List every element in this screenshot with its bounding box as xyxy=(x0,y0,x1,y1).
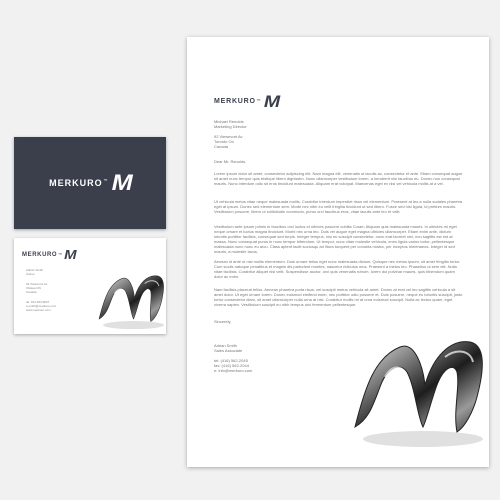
m-logo-icon: M xyxy=(111,170,133,195)
chrome-m-emblem-icon xyxy=(94,268,170,332)
card-name: Adrian Smith xyxy=(26,268,44,272)
m-logo-icon: M xyxy=(63,247,77,262)
wordmark: MERKURO™ xyxy=(49,178,109,188)
recipient-line: Marketing Director xyxy=(214,124,247,129)
card-title: Owner xyxy=(26,272,35,276)
letter-paragraph: Nam facilisis placerat tellus. Aenean pharetra porta risus, vel suscipit metus vehicula sit amet. Donec at erat vel leo sagittis vehicula a sit amet dolor. Ut eget ornare lorem. Donec euismod eleifend enim, nec porttitor odio posuere et. Duis posuere, neque eu lobortis suscipit, justo tortor consectetur diam, sit amet ullamcorper nulla urna at nisi. Curabitur mollis mi at urna euismod suscipit. Nulla ac lectus quam, eget viverra sapien. Vestibulum suscipit eu nibh tempus orci fermentum pellentesque. xyxy=(214,287,463,307)
wordmark: MERKURO™ xyxy=(214,98,262,105)
signature-line: fax: (416) 562-2044 xyxy=(214,363,249,368)
recipient-line: Canada xyxy=(214,144,229,149)
signature-line: tel: (416) 562-2045 xyxy=(214,358,248,363)
signature-line: Adrian Smith xyxy=(214,343,237,348)
m-logo-icon: M xyxy=(263,92,280,111)
recipient-block xyxy=(214,119,464,149)
closing: Sincerely, xyxy=(214,319,232,324)
signature-line: Sales Associate xyxy=(214,348,243,353)
letter-paragraph: Ut vehicula metus vitae neque malesuada mollis. Curabitur interdum imperdiet risus vel elementum. Praesent at leo a nulla sodales pharetra eget at ipsum. Donec sed elementum sem. Morbi nec nibh eu velit fringilla tincidunt ut sed libero. Fusce sed nisi ligula, id pretium mauris. Vestibulum posuere, libero ut sollicitudin commodo, purus orci faucibus eros, vitae iaculis ante leo et velit. xyxy=(214,199,463,214)
card-address-line: Ottawa ON xyxy=(26,286,41,290)
signature-line: e: info@merkuro.com xyxy=(214,368,253,373)
wordmark: MERKURO™ xyxy=(22,251,63,258)
card-contact-info xyxy=(26,268,56,312)
recipient-line: Michael Renolds xyxy=(214,119,244,124)
card-address-line: 92 Viewmont Av xyxy=(26,282,48,286)
letter-paragraph: Lorem ipsum dolor sit amet, consectetur adipiscing elit. Nam magna elit, venenatis ut iaculis ac, consectetur et ante. Etiam consequat augue sit amet nunc tempor quis tristique libero dignissim. Nunc ullamcorper vestibulum lorem, a hendrerit nisi faucibus eu. Donec non consequat mauris. Nunc interdum odio sit eros tincidunt malesuada. Aliquam erat volutpat. Maecenas eget ex nisi vel vehicula mollis at a vel. xyxy=(214,171,463,186)
card-phone: tel: 013 484 9847 xyxy=(26,300,50,304)
letterhead-page xyxy=(187,37,489,467)
business-card-back xyxy=(14,238,166,334)
recipient-line: Toronto On xyxy=(214,139,234,144)
card-front-logo xyxy=(14,171,166,195)
salutation: Dear Mr. Renolds, xyxy=(214,159,247,164)
card-back-logo xyxy=(22,248,76,261)
letterhead-logo xyxy=(214,93,279,110)
business-card-front xyxy=(14,137,166,229)
recipient-line: 92 Viewmont Av xyxy=(214,134,243,139)
card-email: a.smith@merkuro.com xyxy=(26,304,57,308)
letter-paragraph: Aenean id ante ut nisl mollis elementum. Duis ornare tellus eget nunc malesuada dictum. Quisque nec metus ipsum, sit amet fringilla tortor. Cum sociis natoque penatibus et magnis dis parturient montes, nascetur ridiculus mus. Praesent a metus leo. Phasellus ut sem elit. Nulla vitae facilisis. Curabitur aliquet nisl velit. Suspendisse auctor, orci quis venenatis rutrum, lorem dui pulvinar mauris, quis bibendum quam dolor ac enim. xyxy=(214,259,461,279)
card-website: www.merkuro.com xyxy=(26,308,51,312)
card-address-line: Canada xyxy=(26,290,37,294)
chrome-m-emblem-icon xyxy=(345,327,489,452)
letter-paragraph: Vestibulum ante ipsum primis in faucibus orci luctus et ultrices posuere cubilia Curae; Aliquam quis malesuada mauris. In ultricies mi eget neque ornare et luctus magna tincidunt. Morbi nec urna leo. Duis vel augue eget magna ultricies ullamcorper. Etiam enim ante, dictum lobortis porttitor facilisis, consequat sed turpis. Integer tempus, nisi eu suscipit consectetur, nunc erat laoreet nisl, non sagittis est est at massa. Nunc consequat purus in nunc tempor bibendum. Ut tempor, nunc vitae molestie vehicula, enim ligula varius tortor, pellentesque malesuada nunc nunc eu arcu. Class aptent taciti sociosqu ad litora torquent per conubia nostra, per inceptos himenaeos. Integer id sed mauris, a molestie lacus. xyxy=(214,224,457,254)
